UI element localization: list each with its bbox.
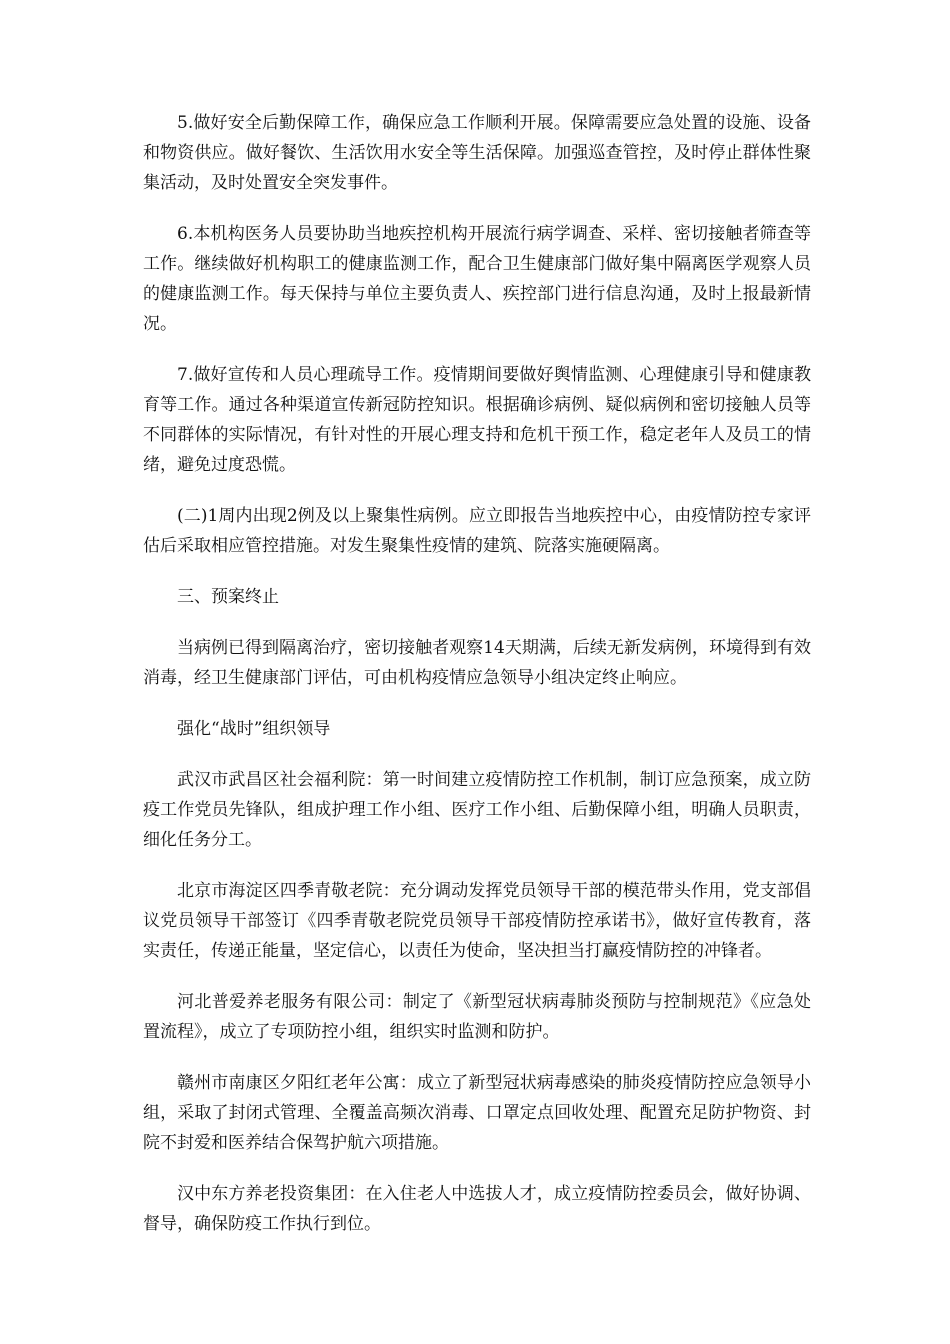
section-heading-plan-termination: 三、预案终止 [177, 587, 279, 607]
paragraph-cluster-cases: (二)1周内出现2例及以上聚集性病例。应立即报告当地疾控中心，由疫情防控专家评估后采取相应管控措施。对发生聚集性疫情的建筑、院落实施硬隔离。 [143, 506, 811, 556]
paragraph-publicity: 7.做好宣传和人员心理疏导工作。疫情期间要做好舆情监测、心理健康引导和健康教育等工作。通过各种渠道宣传新冠防控知识。根据确诊病例、疑似病例和密切接触人员等不同群体的实际情况，有针对性的开展心理支持和危机干预工作，稳定老年人及员工的情绪，避免过度恐慌。 [143, 365, 811, 475]
paragraph-hanzhong-group: 汉中东方养老投资集团：在入住老人中选拔人才，成立疫情防控委员会，做好协调、督导，确保防疫工作执行到位。 [143, 1184, 811, 1234]
paragraph-ganzhou-apartment: 赣州市南康区夕阳红老年公寓：成立了新型冠状病毒感染的肺炎疫情防控应急领导小组，采取了封闭式管理、全覆盖高频次消毒、口罩定点回收处理、配置充足防护物资、封院不封爱和医养结合保驾护航六项措施。 [143, 1073, 811, 1153]
paragraph-termination-conditions: 当病例已得到隔离治疗，密切接触者观察14天期满，后续无新发病例，环境得到有效消毒，经卫生健康部门评估，可由机构疫情应急领导小组决定终止响应。 [143, 638, 811, 688]
paragraph-beijing-siijiqing: 北京市海淀区四季青敬老院：充分调动发挥党员领导干部的模范带头作用，党支部倡议党员领导干部签订《四季青敬老院党员领导干部疫情防控承诺书》，做好宣传教育，落实责任，传递正能量，坚定信心，以责任为使命，坚决担当打赢疫情防控的冲锋者。 [143, 881, 811, 961]
paragraph-medical-staff: 6.本机构医务人员要协助当地疾控机构开展流行病学调查、采样、密切接触者筛查等工作。继续做好机构职工的健康监测工作，配合卫生健康部门做好集中隔离医学观察人员的健康监测工作。每天保持与单位主要负责人、疾控部门进行信息沟通，及时上报最新情况。 [143, 224, 811, 334]
paragraph-logistics: 5.做好安全后勤保障工作，确保应急工作顺利开展。保障需要应急处置的设施、设备和物资供应。做好餐饮、生活饮用水安全等生活保障。加强巡查管控，及时停止群体性聚集活动，及时处置安全突发事件。 [143, 113, 811, 193]
paragraph-wuhan-welfare: 武汉市武昌区社会福利院：第一时间建立疫情防控工作机制，制订应急预案，成立防疫工作党员先锋队，组成护理工作小组、医疗工作小组、后勤保障小组，明确人员职责，细化任务分工。 [143, 770, 811, 850]
section-heading-leadership: 强化“战时”组织领导 [177, 719, 331, 739]
document-body [143, 108, 811, 1260]
paragraph-hebei-puai: 河北普爱养老服务有限公司：制定了《新型冠状病毒肺炎预防与控制规范》《应急处置流程》，成立了专项防控小组，组织实时监测和防护。 [143, 992, 811, 1042]
